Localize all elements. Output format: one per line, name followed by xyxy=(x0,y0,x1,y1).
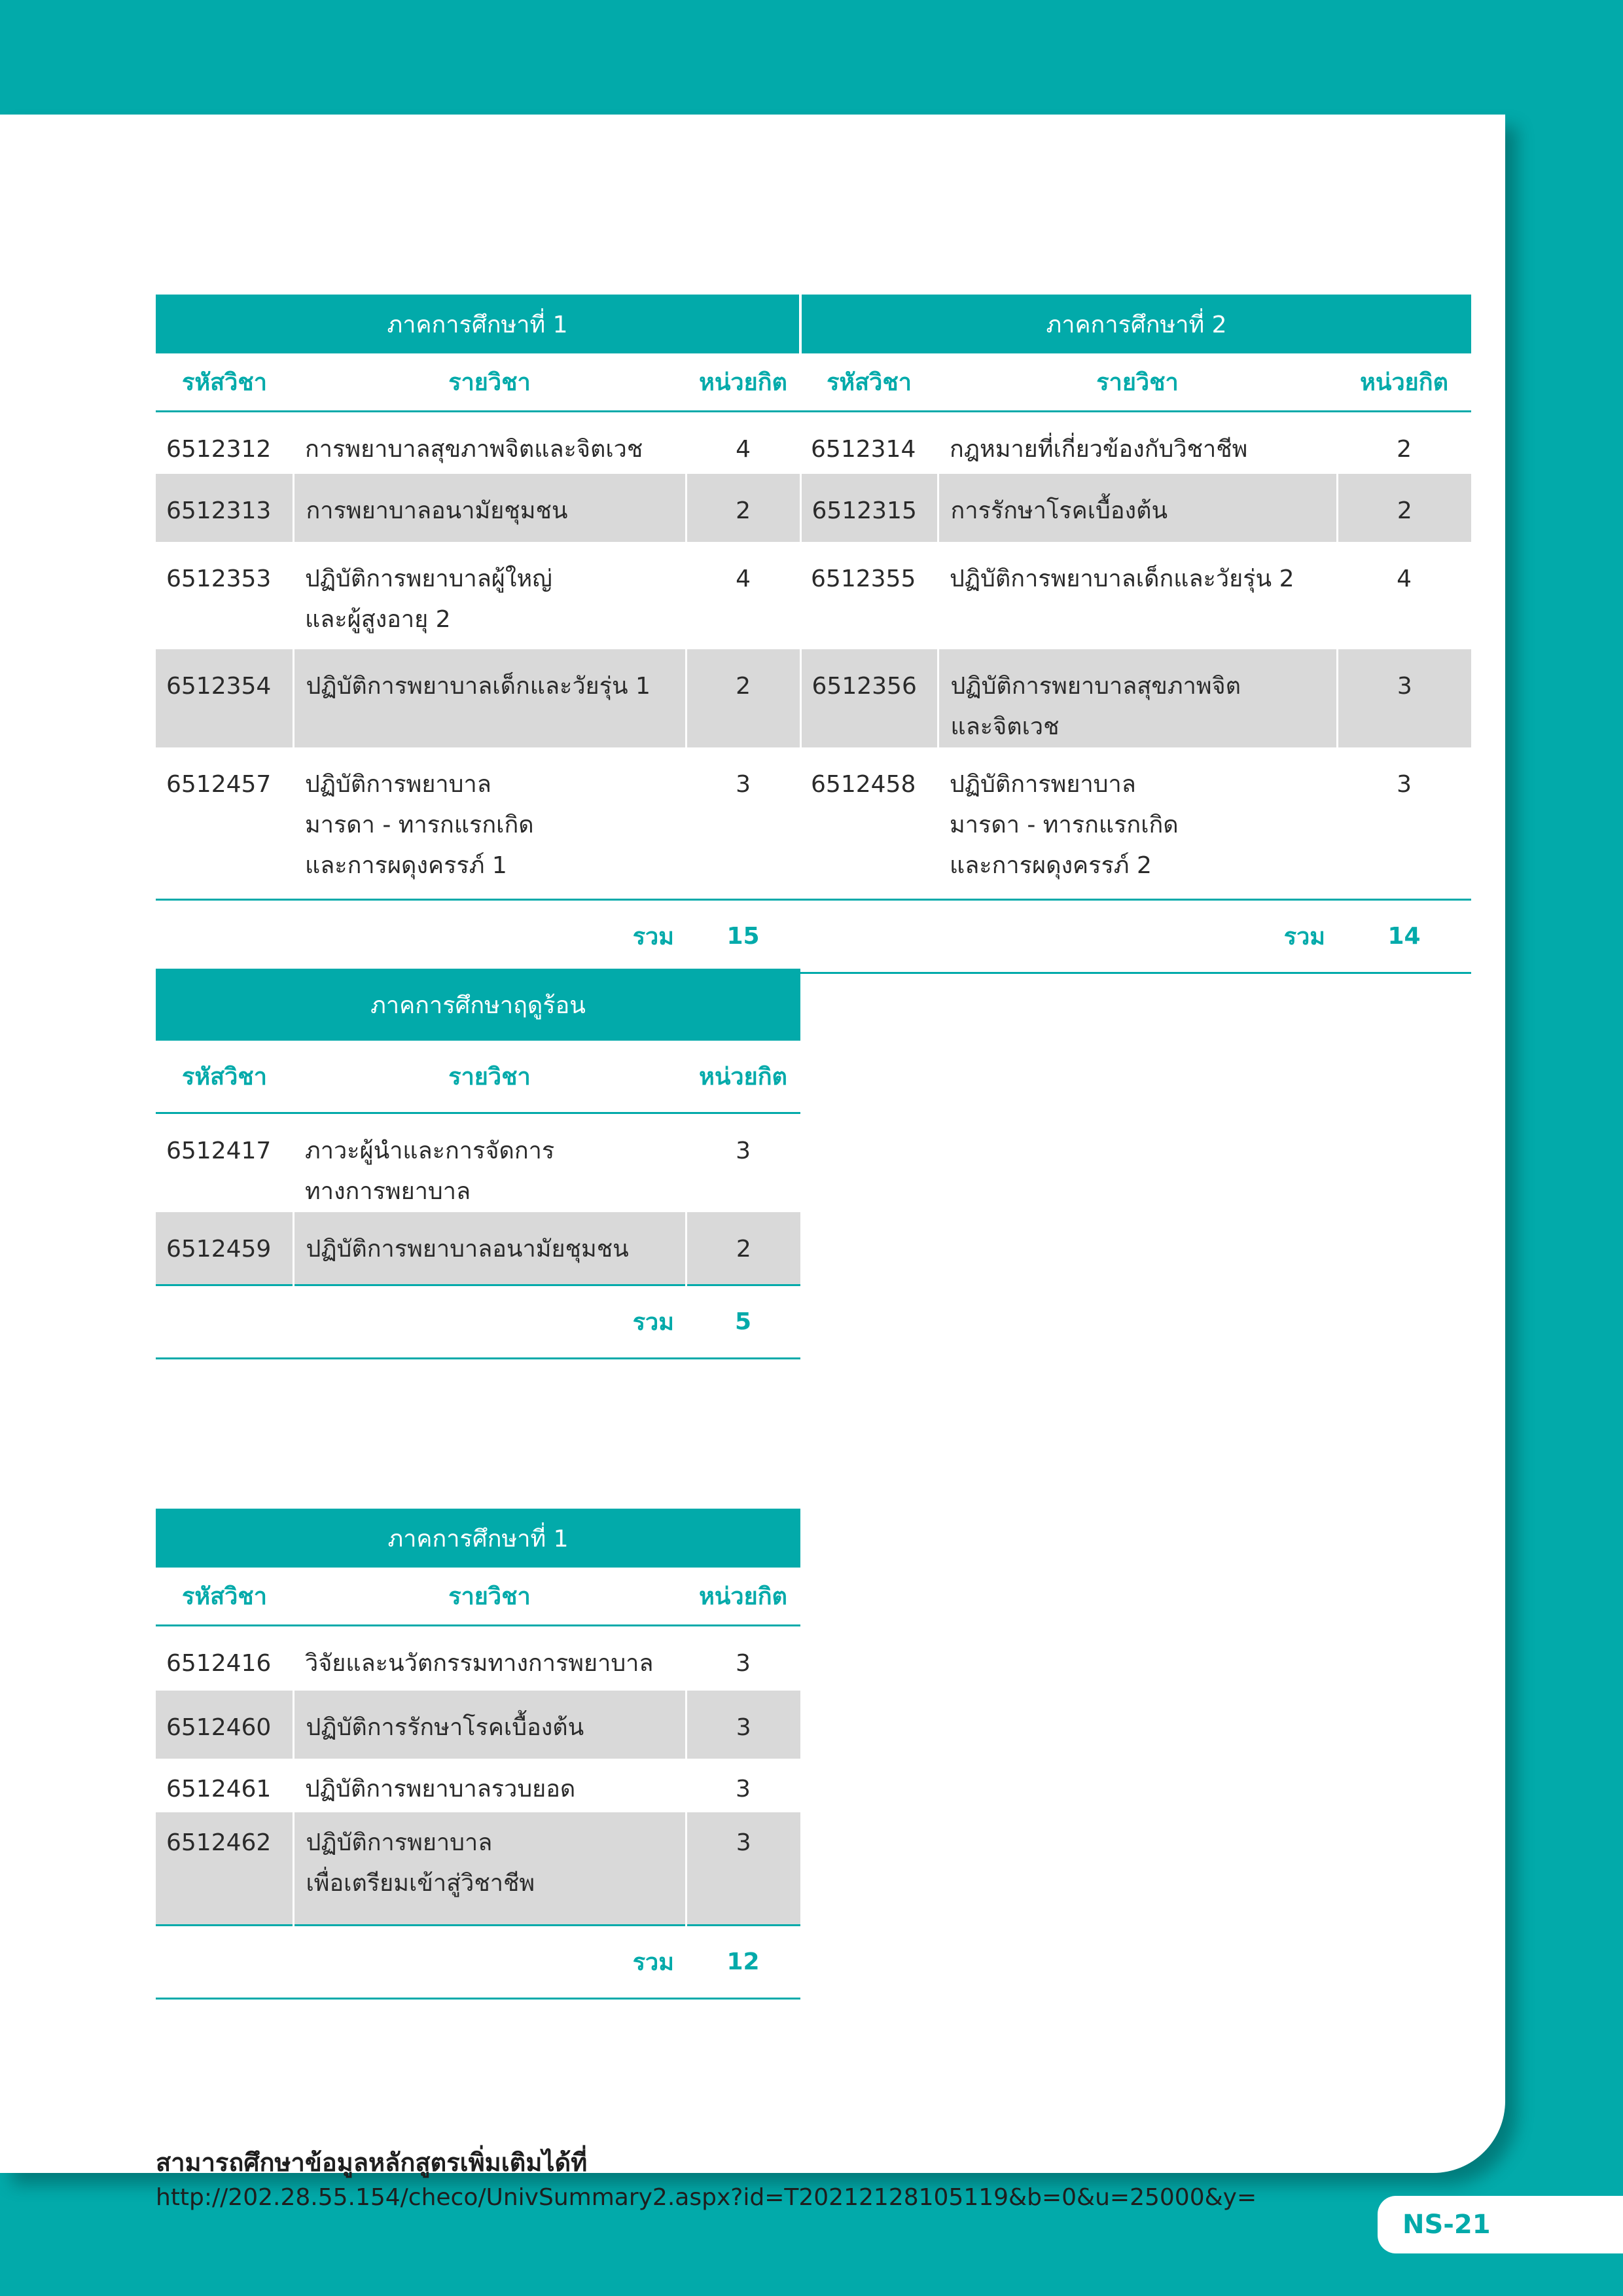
course-code: 6512461 xyxy=(166,1776,272,1803)
column-header-credit: หน่วยกิต xyxy=(686,1568,800,1625)
table-row xyxy=(156,411,1471,474)
column-header-code: รหัสวิชา xyxy=(156,1568,293,1625)
course-credit: 3 xyxy=(736,1137,751,1164)
total-label: รวม xyxy=(156,899,686,973)
course-code: 6512417 xyxy=(166,1137,272,1164)
course-credit: 4 xyxy=(1397,565,1412,592)
course-code: 6512356 xyxy=(800,649,938,747)
page-number-badge: NS-21 xyxy=(1378,2196,1623,2253)
course-credit: 3 xyxy=(1397,771,1412,798)
semester-1-total: 15 xyxy=(686,899,800,973)
course-credit: 2 xyxy=(1337,474,1471,542)
course-name: กฎหมายที่เกี่ยวข้องกับวิชาชีพ xyxy=(950,435,1248,463)
course-name: ปฏิบัติการพยาบาลผู้ใหญ่ และผู้สูงอายุ 2 xyxy=(305,565,552,633)
year-2-semester-table xyxy=(156,295,1471,974)
course-code: 6512312 xyxy=(166,435,272,463)
course-credit: 2 xyxy=(686,649,800,747)
table-row xyxy=(156,1759,800,1812)
page-sheet xyxy=(0,115,1505,2211)
course-code: 6512315 xyxy=(800,474,938,542)
total-label: รวม xyxy=(156,1925,686,1998)
course-credit: 3 xyxy=(736,771,751,798)
more-info-title: สามารถศึกษาข้อมูลหลักสูตรเพิ่มเติมได้ที่ xyxy=(156,2148,588,2177)
course-name: ปฏิบัติการพยาบาลเด็กและวัยรุ่น 1 xyxy=(293,649,686,747)
course-credit: 4 xyxy=(736,565,751,592)
table-row xyxy=(156,747,1471,899)
course-name: ปฏิบัติการพยาบาล เพื่อเตรียมเข้าสู่วิชาชีพ xyxy=(293,1812,686,1925)
column-header-code: รหัสวิชา xyxy=(156,353,293,411)
column-header-name: รายวิชา xyxy=(293,1568,686,1625)
column-header-code: รหัสวิชา xyxy=(800,353,938,411)
column-header-credit: หน่วยกิต xyxy=(686,1041,800,1113)
course-name: วิจัยและนวัตกรรมทางการพยาบาล xyxy=(305,1649,654,1677)
year-2-summer-table xyxy=(156,969,800,1359)
course-code: 6512313 xyxy=(156,474,293,542)
course-credit: 2 xyxy=(686,474,800,542)
total-label: รวม xyxy=(800,899,1337,973)
course-name: ปฏิบัติการพยาบาลเด็กและวัยรุ่น 2 xyxy=(950,565,1294,592)
course-credit: 3 xyxy=(736,1649,751,1677)
year-3-semester-table xyxy=(156,1509,800,2000)
semester-1-header: ภาคการศึกษาที่ 1 xyxy=(156,1509,800,1568)
course-code: 6512354 xyxy=(156,649,293,747)
table-row xyxy=(156,1212,800,1285)
column-header-name: รายวิชา xyxy=(293,1041,686,1113)
table-row xyxy=(156,1625,800,1691)
course-credit: 2 xyxy=(686,1212,800,1285)
course-credit: 3 xyxy=(736,1776,751,1803)
course-code: 6512314 xyxy=(811,435,916,463)
course-code: 6512353 xyxy=(166,565,272,592)
course-name: ปฏิบัติการพยาบาล มารดา - ทารกแรกเกิด และการผดุงครรภ์ 2 xyxy=(950,771,1179,879)
semester-2-header: ภาคการศึกษาที่ 2 xyxy=(800,295,1471,353)
course-name: ปฏิบัติการรักษาโรคเบื้องต้น xyxy=(293,1691,686,1759)
more-info-link[interactable]: http://202.28.55.154/checo/UnivSummary2.aspx?id=T20212128105119&b=0&u=25000&y= xyxy=(156,2184,1257,2211)
course-name: ภาวะผู้นำและการจัดการ ทางการพยาบาล xyxy=(305,1137,555,1205)
course-credit: 4 xyxy=(736,435,751,463)
course-code: 6512462 xyxy=(156,1812,293,1925)
semester-1-header: ภาคการศึกษาที่ 1 xyxy=(156,295,800,353)
course-code: 6512458 xyxy=(811,771,916,798)
course-code: 6512416 xyxy=(166,1649,272,1677)
course-credit: 2 xyxy=(1397,435,1412,463)
table-row xyxy=(156,1691,800,1759)
column-header-name: รายวิชา xyxy=(293,353,686,411)
summer-total: 5 xyxy=(686,1285,800,1359)
table-row xyxy=(156,542,1471,649)
course-name: การพยาบาลสุขภาพจิตและจิตเวช xyxy=(305,435,643,463)
table-row xyxy=(156,649,1471,747)
column-header-code: รหัสวิชา xyxy=(156,1041,293,1113)
course-code: 6512355 xyxy=(811,565,916,592)
column-header-credit: หน่วยกิต xyxy=(686,353,800,411)
course-code: 6512460 xyxy=(156,1691,293,1759)
table-row xyxy=(156,1113,800,1212)
course-credit: 3 xyxy=(686,1691,800,1759)
table-row xyxy=(156,474,1471,542)
semester-2-total: 14 xyxy=(1337,899,1471,973)
course-credit: 3 xyxy=(1337,649,1471,747)
course-name: ปฏิบัติการพยาบาล มารดา - ทารกแรกเกิด และการผดุงครรภ์ 1 xyxy=(305,771,534,879)
course-name: ปฏิบัติการพยาบาลรวบยอด xyxy=(305,1776,576,1803)
course-name: การรักษาโรคเบื้องต้น xyxy=(938,474,1337,542)
course-code: 6512459 xyxy=(156,1212,293,1285)
summer-semester-header: ภาคการศึกษาฤดูร้อน xyxy=(156,969,800,1041)
total-label: รวม xyxy=(156,1285,686,1359)
column-header-name: รายวิชา xyxy=(938,353,1337,411)
course-name: ปฏิบัติการพยาบาลสุขภาพจิต และจิตเวช xyxy=(938,649,1337,747)
course-credit: 3 xyxy=(686,1812,800,1925)
course-name: ปฏิบัติการพยาบาลอนามัยชุมชน xyxy=(293,1212,686,1285)
semester-1-total: 12 xyxy=(686,1925,800,1998)
table-row xyxy=(156,1812,800,1925)
course-name: การพยาบาลอนามัยชุมชน xyxy=(293,474,686,542)
column-header-credit: หน่วยกิต xyxy=(1337,353,1471,411)
course-code: 6512457 xyxy=(166,771,272,798)
